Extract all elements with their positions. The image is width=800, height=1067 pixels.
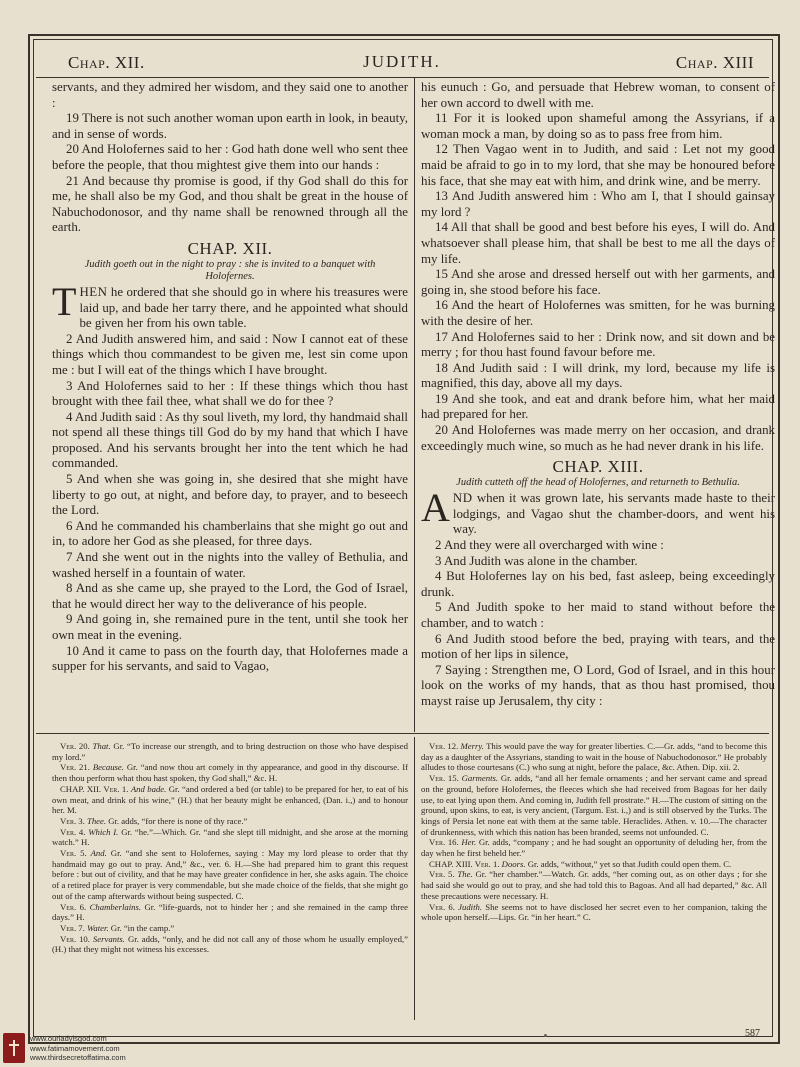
footnote-text: Gr. adds, “for there is none of thy race.” [108,815,248,826]
verse: 7 Saying : Strengthen me, O Lord, God of Israel, and in this hour look on the works of my hands, that as thou hast promised, thou mayst raise up Jerusalem, thy city : [421,662,775,708]
header-left-chapter: Chap. XII. [68,53,145,72]
verse-opening-xii [52,278,408,332]
drop-cap: T [52,278,77,324]
footnote [421,869,767,901]
footnote [421,837,767,858]
footnote-text: Gr. “and now thou art comely in thy appearance, and good in thy discourse. If then thou perform what thou hast spoken, thy God shall,” &c. H. [52,762,408,784]
verse: 11 For it is looked upon shameful among the Assyrians, if a woman mock a man, by doing so as to pass free from him. [421,111,775,141]
verse: 19 There is not such another woman upon earth in look, in beauty, and in sense of words. [52,111,408,141]
footnote [52,741,408,762]
footnote-head: Servants. [92,933,125,944]
footnote [421,773,767,837]
watermark-url-3[interactable]: www.thirdsecretoffatima.com [30,1053,126,1062]
footnote-text: Gr. adds, “company ; and he had sought an opportunity of deluding her, from the day when he first beheld her.” [421,837,767,859]
footnote [421,741,767,773]
footnote-ref: Ver. 7. [60,922,85,933]
verse: 2 And they were all overcharged with wine : [435,538,664,553]
footnote [52,762,408,783]
footnote-ref: Ver. 3. [60,815,85,826]
footnote-head: Her. [461,837,477,848]
footnote-head: Judith. [458,901,483,912]
footnote-text: Gr. adds, “without,” yet so that Judith could open them. C. [527,858,732,869]
footnote-ref: Ver. 4. [60,826,86,837]
footnote-head: Because. [92,762,124,773]
verse: servants, and they admired her wisdom, and they said one to another : [52,80,408,110]
footnote-text: She seems not to have disclosed her secret even to her companion, taking the whole upon herself.—Lips. Gr. “in her heart.” C. [421,901,767,923]
verse: 12 Then Vagao went in to Judith, and said : Let not my good maid be afraid to go in to my lord, that she may be honoured before his face, that she may eat with him, and drink wine, and be merry. [421,142,775,188]
footnote-ref: Ver. 10. [60,933,90,944]
verse: 9 And going in, she remained pure in the tent, until she took her own meat in the evening. [52,612,408,642]
verse: 10 And it came to pass on the fourth day, that Holofernes made a supper for his servants, and said to Vagao, [52,643,408,674]
footnote-text: Gr. “life-guards, not to hinder her ; and she remained in the camp three days.” H. [52,901,408,923]
verse: 15 And she arose and dressed herself out with her garments, and going in, she stood before his face. [421,267,775,297]
verse: 8 And as she came up, she prayed to the Lord, the God of Israel, that he would direct her way to the deliverance of his people. [52,581,408,611]
footnote-ref: Ver. 15. [429,773,459,784]
footnote-ref: Ver. 5. [60,848,87,859]
verse: 20 And Holofernes said to her : God hath done well who sent thee before the people, that thou mightest give them into our hands : [52,142,408,172]
cross-icon [9,1040,19,1056]
verse-opening-xiii [421,485,775,538]
opening-text: when it was grown late, his servants made haste to their lodgings, and Vagao shut the chamber-doors, and went his way. [452,491,775,537]
footnote [52,923,408,934]
footnote-text: Gr. adds, “only, and he did not call any of those whom he usually employed,” (H.) that they might not witness his excesses. [52,933,408,955]
verse: 19 And she took, and eat and drank before him, what her maid had prepared for her. [421,391,775,422]
opening-word: ND [452,491,473,506]
drop-cap: A [421,485,450,531]
footnote-ref: Ver. 5. [429,869,455,880]
running-header [40,50,764,76]
footnote-head: And bade. [130,783,167,794]
footnote-head: Thee. [86,815,107,826]
footnote-head: Doors. [501,858,526,869]
footnote [421,859,767,870]
verse: his eunuch : Go, and persuade that Hebrew woman, to consent of her own accord to dwell with me. [421,80,775,110]
page-number: 587 [745,1028,760,1039]
footnote-head: Water. [86,922,109,933]
footnote-ref: Ver. 6. [60,901,87,912]
verse: 4 But Holofernes lay on his bed, fast asleep, being exceedingly drunk. [421,569,775,599]
footnote-text: Gr. “in the camp.” [110,922,175,933]
footnote-head: The. [457,869,473,880]
verse: 3 And Holofernes said to her : If these things which thou hast brought with thee fail thee, what shall we do for thee ? [52,378,408,409]
chapter-summary-xiii: Judith cutteth off the head of Holofernes, and returneth to Bethulia. [456,477,740,489]
footnote-head: Which I. [88,826,119,837]
footnote-text: Gr. “he.”—Which. Gr. “and she slept till midnight, and she arose at the morning watch.” H. [52,826,408,848]
left-column [52,80,408,730]
footnote [52,784,408,816]
footnote [52,816,408,827]
notes-rule [36,733,769,734]
site-logo-icon [3,1033,25,1063]
footnote-text: Gr. “and ordered a bed (or table) to be prepared for her, to eat of his own meat, and drink of his wine,” (H.) that her beauty might be enhanced, (Dan. i.,) and to honour her. M. [52,783,408,816]
verse: 5 And when she was going in, she desired that she might have liberty to go out, at night, and before day, to prayer, and to beseech the Lord. [52,472,408,518]
footnote [52,902,408,923]
footnote-text: Gr. adds, “and all her female ornaments ; and her servant came and spread on the ground, before Holofernes, the fleeces which she had received from Bagoas for her daily use, to eat lying upon them. And coming in, Judith fell prostrate.” H.—The custom of sitting on the ground, upon skins, to eat, is very ancient, (Targum. Est. i.,) and is still observed by the Turks. The kings of Persia let none eat with them at the same table. Heraclides. Athen. v. 10.—The character of drunkenness, with which this nation has been branded, seems not unfounded. C. [421,773,767,837]
right-column [421,80,775,730]
notes-divider [414,737,415,1020]
chapter-title-xiii: CHAP. XIII. [552,457,644,477]
verse: 6 And he commanded his chamberlains that she might go out and in, to adore her God as she pleased, for three days. [52,518,408,549]
footnote-ref: CHAP. XIII. Ver. 1. [429,858,500,869]
footnote-text: Gr. “and she sent to Holofernes, saying : May my lord please to order that thy handmaid may go out to pray. And,” &c., ver. 6. H.—She had prepared him to grant this request before : but out of civility, and that he may have greater confidence in her, she asks again. The choice of a retired place for prayer is very commendable, but she made choice of the fields, that she might go out of the camp afterwards without being suspected. C. [52,848,408,901]
footnote-text: This would pave the way for greater liberties. C.—Gr. adds, “and to become this day as a daughter of the Assyrians, standing to wait in the house of Nabuchodonosor.” He probably alludes to those courtesans (C.) who sung at night, before the palace, &c. Athen. Dip. xii. 2. [421,741,767,773]
footnote-head: Chamberlains. [89,901,142,912]
header-book-title: JUDITH. [363,52,441,71]
column-divider [414,78,415,732]
footnote-ref: CHAP. XII. Ver. 1. [60,783,129,794]
footnote [52,934,408,955]
footnote-head: Garments. [461,773,499,784]
verse: 3 And Judith was alone in the chamber. [435,553,638,568]
watermark-url-2[interactable]: www.fatimamovement.com [30,1043,120,1053]
footnote-ref: Ver. 12. [429,741,459,751]
verse: 21 And because thy promise is good, if thy God shall do this for me, he shall also be my God, and thou shalt be great in the house of Nabuchodonosor, and thy name shall be renowned through all the earth. [52,173,408,235]
opening-word: HEN [79,284,108,299]
opening-text: he ordered that she should go in where his treasures were laid up, and bade her tarry there, and he appointed what should be given her from his own table. [79,284,408,331]
verse: 18 And Judith said : I will drink, my lord, because my life is magnified, this day, above all my days. [421,360,775,391]
footnote-text: Gr. “To increase our strength, and to bring destruction on those who have despised my lord.” [52,741,408,762]
chapter-summary-xii: Judith goeth out in the night to pray : she is invited to a banquet with Holofernes. [84,258,376,282]
chapter-title-xii: CHAP. XII. [187,238,273,258]
verse: 16 And the heart of Holofernes was smitten, for he was burning with the desire of her. [421,298,775,328]
verse: 17 And Holofernes said to her : Drink now, and sit down and be merry ; for thou hast found favour before me. [421,329,775,360]
ornament-dot [544,1034,547,1037]
watermark-url-1[interactable]: www.ourladyisgod.com [30,1034,107,1043]
verse: 13 And Judith answered him : Who am I, that I should gainsay my lord ? [421,189,775,219]
footnotes-right [421,741,767,1021]
footnote [421,902,767,923]
verse: 5 And Judith spoke to her maid to stand without before the chamber, and to watch : [421,600,775,630]
footnote [52,848,408,902]
verse: 2 And Judith answered him, and said : Now I cannot eat of these things which thou commandest to be given me, lest sin come upon me : but I will eat of the things which I have brought. [52,331,408,377]
header-rule [36,77,769,78]
footnote-ref: Ver. 6. [429,901,455,912]
footnote-head: And. [90,848,107,859]
verse: 20 And Holofernes was made merry on her occasion, and drank exceedingly much wine, so much as he had never drank in his life. [421,423,775,453]
header-right-chapter: Chap. XIII [675,53,754,72]
footnote-ref: Ver. 16. [429,837,459,848]
verse: 6 And Judith stood before the bed, praying with tears, and the motion of her lips in silence, [421,631,775,662]
verse: 4 And Judith said : As thy soul liveth, my lord, thy handmaid shall not spend all these things till God do by my hand that which I have proposed. And his servants brought her into the tent which he had commanded. [52,409,408,471]
watermark-links [30,1034,126,1063]
footnote-ref: Ver. 21. [60,762,90,773]
verse: 14 All that shall be good and best before his eyes, I will do. And whatsoever shall please him, that shall be best to me all the days of my life. [421,220,775,266]
verse: 7 And she went out in the nights into the valley of Bethulia, and washed herself in a fountain of water. [52,550,408,580]
footnotes-left [52,741,408,1021]
footnote [52,827,408,848]
footnote-ref: Ver. 20. [60,741,90,751]
footnote-head: That. [92,741,111,751]
footnote-head: Merry. [460,741,484,751]
footnote-text: Gr. “her chamber.”—Watch. Gr. adds, “her coming out, as on other days ; for she had said she would go out to pray, and she had told this to Bagoas. And all had departed,” &c. All these precautions were necessary. H. [421,869,767,901]
